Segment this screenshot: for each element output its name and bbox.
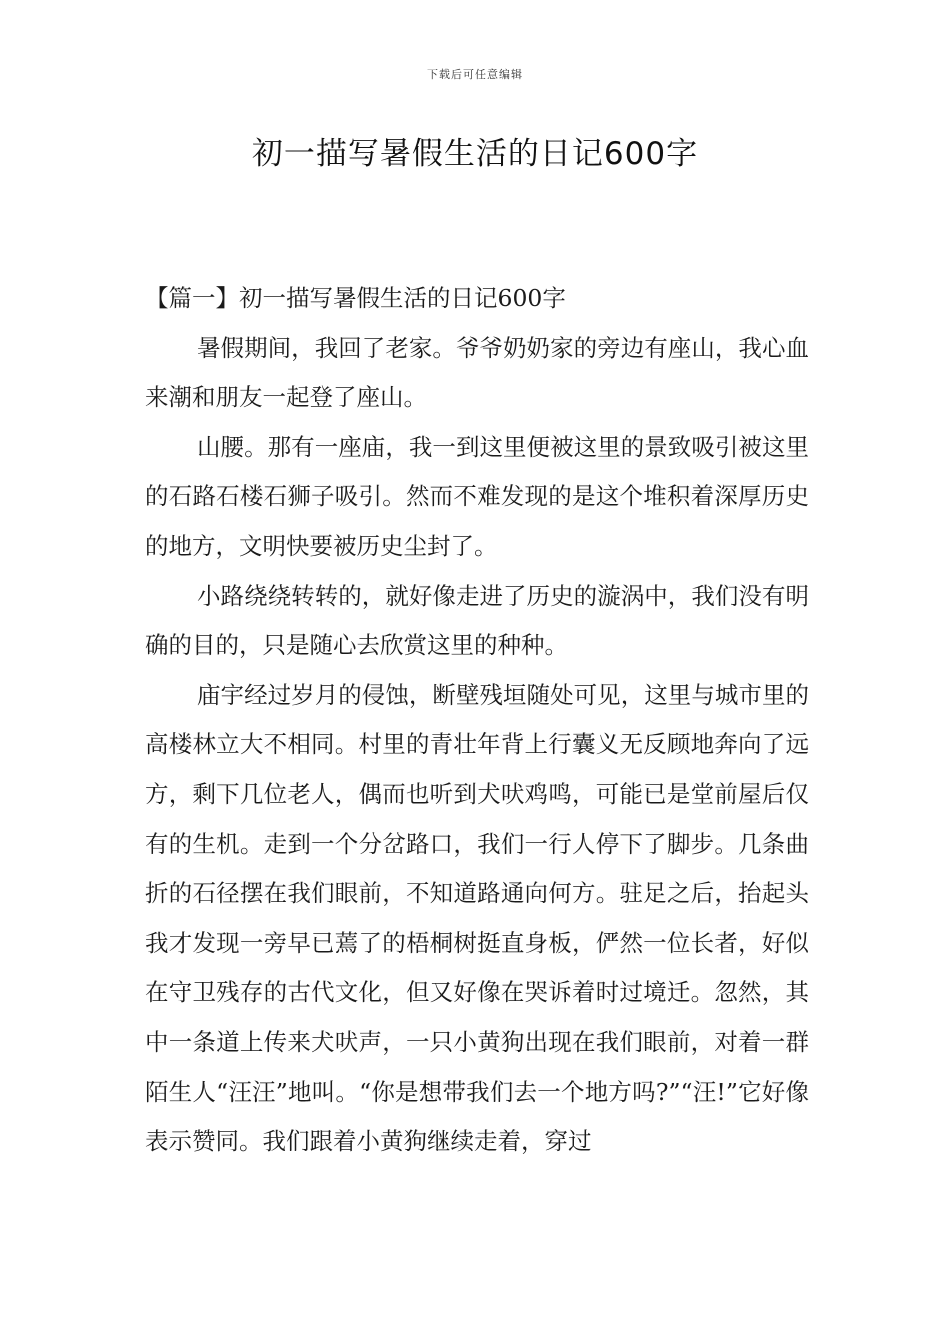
paragraph: 小路绕绕转转的，就好像走进了历史的漩涡中，我们没有明确的目的，只是随心去欣赏这里的种种。 bbox=[145, 581, 809, 660]
document-body bbox=[145, 274, 809, 1167]
paragraph: 庙宇经过岁月的侵蚀，断壁残垣随处可见，这里与城市里的高楼林立大不相同。村里的青壮年背上行囊义无反顾地奔向了远方，剩下几位老人，偶而也听到犬吠鸡鸣，可能已是堂前屋后仅有的生机。走到一个分岔路口，我们一行人停下了脚步。几条曲折的石径摆在我们眼前，不知道路通向何方。驻足之后，抬起头我才发现一旁早已蔫了的梧桐树挺直身板，俨然一位长者，好似在守卫残存的古代文化，但又好像在哭诉着时过境迁。忽然，其中一条道上传来犬吠声，一只小黄狗出现在我们眼前，对着一群陌生人“汪汪”地叫。“你是想带我们去一个地方吗?”“汪!”它好像表示赞同。我们跟着小黄狗继续走着，穿过 bbox=[145, 680, 809, 1156]
section-heading: 【篇一】初一描写暑假生活的日记600字 bbox=[145, 284, 566, 312]
paragraph: 山腰。那有一座庙，我一到这里便被这里的景致吸引被这里的石路石楼石狮子吸引。然而不难发现的是这个堆积着深厚历史的地方，文明快要被历史尘封了。 bbox=[145, 432, 809, 560]
document-title: 初一描写暑假生活的日记600字 bbox=[251, 136, 699, 172]
paragraph: 暑假期间，我回了老家。爷爷奶奶家的旁边有座山，我心血来潮和朋友一起登了座山。 bbox=[145, 333, 809, 412]
header-note: 下载后可任意编辑 bbox=[427, 68, 523, 81]
